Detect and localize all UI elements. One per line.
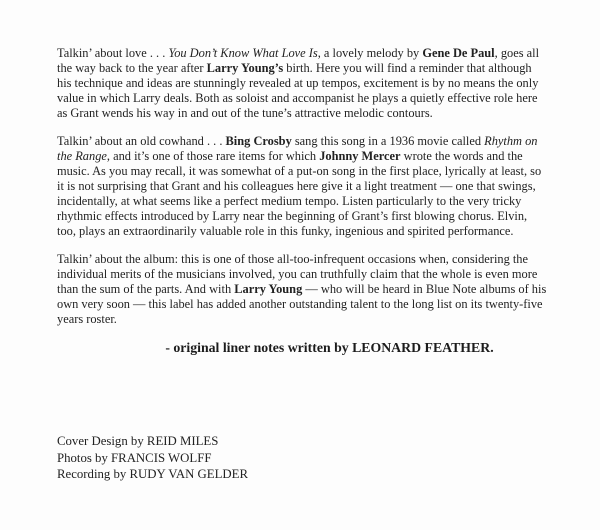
- credit-recording: Recording by RUDY VAN GELDER: [57, 467, 248, 481]
- liner-notes-text: [57, 46, 547, 356]
- credit-photos: Photos by FRANCIS WOLFF: [57, 450, 212, 465]
- liner-notes-byline: - original liner notes written by LEONARD FEATHER.: [165, 340, 494, 355]
- paragraph-talkin-about-love: Talkin’ about love . . . You Don’t Know What Love Is, a lovely melody by Gene De Paul, goes all the way back to the year after Larry Young’s birth. Here you will find a reminder that although his technique and ideas are stunningly revealed at up tempos, excitement is by no means the only value in which Larry deals. Both as soloist and accompanist he plays a quietly effective role here as Grant wends his way in and out of the tune’s attractive melodic contours.: [57, 46, 540, 120]
- credits-block: [57, 433, 248, 483]
- credit-cover-design: Cover Design by REID MILES: [57, 434, 219, 448]
- paragraph-talkin-about-the-album: Talkin’ about the album: this is one of those all-too-infrequent occasions when, considering the individual merits of the musicians involved, you can truthfully claim that the whole is even more than the sum of the parts. And with Larry Young — who will be heard in Blue Note albums of his own very soon — this label has added another outstanding talent to the long list on its twenty-five years roster.: [57, 252, 547, 326]
- paragraph-talkin-about-old-cowhand: Talkin’ about an old cowhand . . . Bing Crosby sang this song in a 1936 movie called Rhythm on the Range, and it’s one of those rare items for which Johnny Mercer wrote the words and the music. As you may recall, it was somewhat of a put-on song in the first place, lyrically at least, so it is not surprising that Grant and his colleagues here give it a light treatment — one that swings, incidentally, at what seems like a perfect medium tempo. Listen particularly to the very tricky rhythmic effects introduced by Larry near the beginning of Grant’s first blowing chorus. Elvin, too, plays an extraordinarily valuable role in this funky, ingenious and spirited performance.: [57, 134, 542, 238]
